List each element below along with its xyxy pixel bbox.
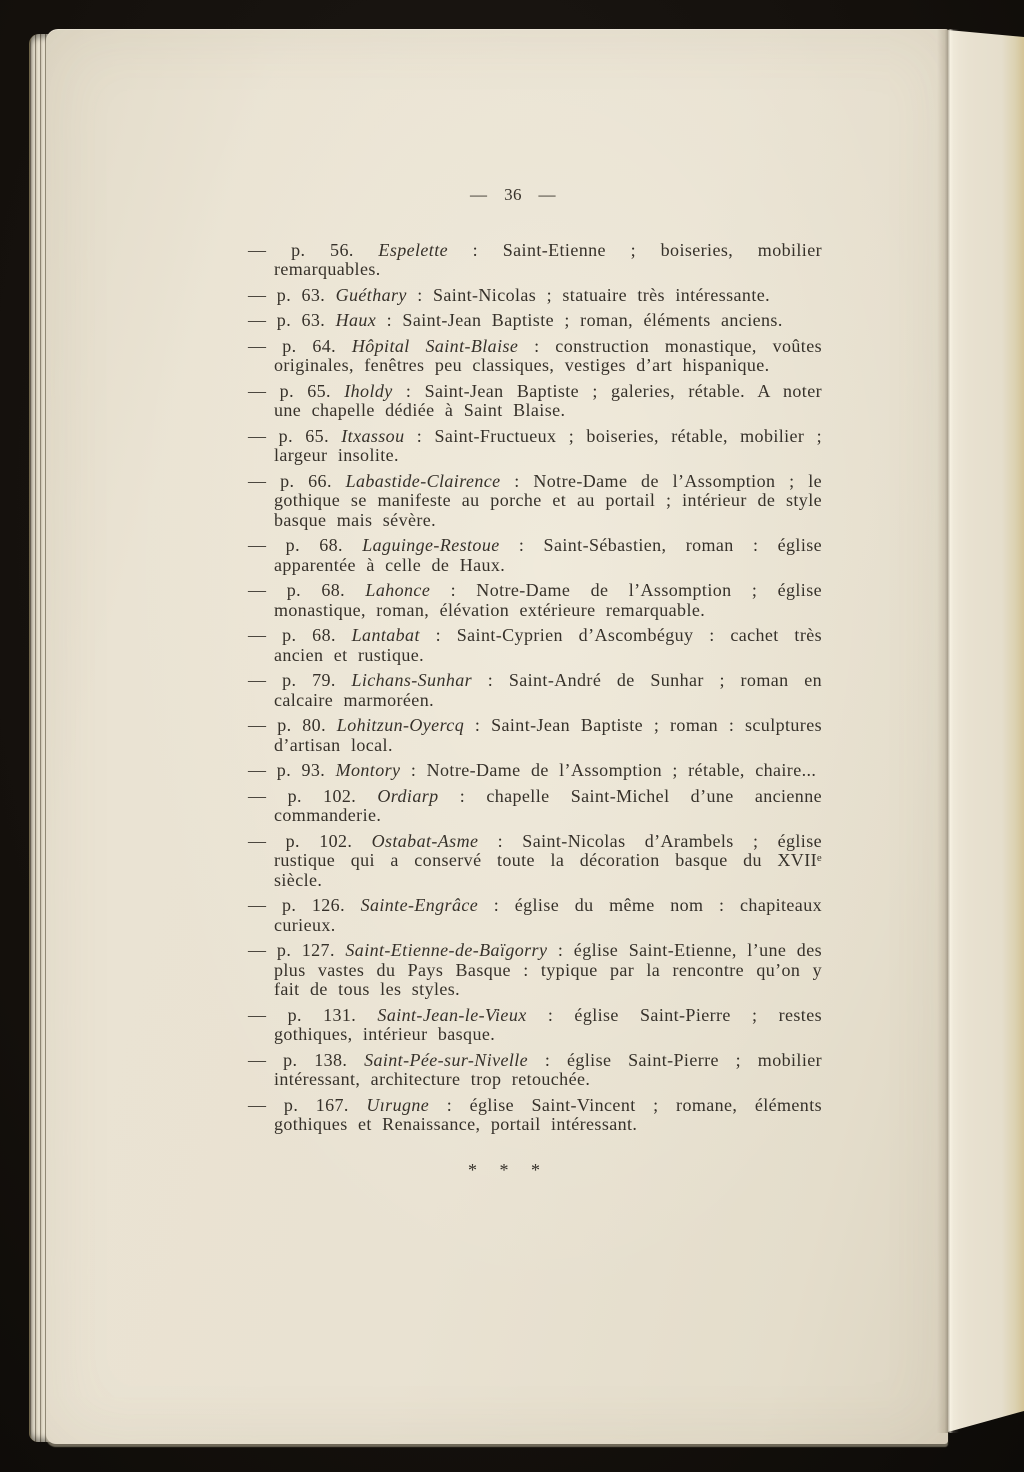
entry-description: : Saint-Fructueux ; boiseries, rétable, mobilier ; largeur insolite. bbox=[274, 425, 823, 465]
entry-description: : église du même nom : chapiteaux curieux. bbox=[274, 895, 822, 935]
entry-ref: — p. 68. bbox=[248, 535, 343, 555]
entry-ref: — p. 68. bbox=[248, 580, 346, 600]
entry-ref: — p. 68. bbox=[248, 625, 336, 645]
entry-place-name: Lohitzun-Oyercq bbox=[336, 715, 465, 735]
list-item bbox=[248, 286, 822, 306]
entry-ref: — p. 64. bbox=[248, 335, 337, 356]
list-item bbox=[248, 536, 822, 575]
list-item bbox=[248, 1006, 822, 1045]
entry-place-name: Itxassou bbox=[341, 425, 405, 446]
entry-description: : Saint-Cyprien d’Ascombéguy : cachet très ancien et rustique. bbox=[274, 625, 823, 665]
list-item bbox=[248, 472, 822, 531]
section-divider-stars: * * * bbox=[468, 1159, 542, 1180]
entry-ref: — p. 126. bbox=[248, 895, 345, 915]
entry-description: : Saint-Nicolas d’Arambels ; église rustique qui a conservé toute la décoration basque du XVIIᵉ siècle. bbox=[274, 830, 822, 890]
book-page bbox=[46, 29, 948, 1444]
entry-ref: — p. 63. bbox=[248, 310, 326, 330]
entry-description: : église Saint-Pierre ; mobilier intéressant, architecture trop retouchée. bbox=[274, 1049, 822, 1089]
entry-description: : église Saint-Pierre ; restes gothiques, intérieur basque. bbox=[274, 1004, 822, 1044]
entry-ref: — p. 127. bbox=[248, 940, 335, 960]
list-item bbox=[248, 671, 822, 710]
page-content bbox=[248, 185, 822, 1180]
entry-description: : Saint-Sébastien, roman : église apparentée à celle de Haux. bbox=[274, 535, 823, 575]
entry-place-name: Lahonce bbox=[365, 580, 431, 600]
entry-ref: — p. 102. bbox=[248, 785, 357, 806]
entry-place-name: Haux bbox=[335, 310, 377, 330]
entry-place-name: Iholdy bbox=[344, 380, 393, 401]
list-item bbox=[248, 1051, 822, 1090]
list-item bbox=[248, 581, 822, 620]
entry-place-name: Saint-Jean-le-Vieux bbox=[377, 1004, 527, 1025]
entry-description: : Notre-Dame de l’Assomption ; rétable, chaire... bbox=[410, 760, 817, 780]
entry-place-name: Montory bbox=[335, 760, 401, 780]
list-item bbox=[248, 1096, 822, 1135]
entry-ref: — p. 80. bbox=[248, 715, 326, 735]
entry-ref: — p. 131. bbox=[248, 1004, 357, 1025]
list-item bbox=[248, 787, 822, 826]
entry-description: : Notre-Dame de l’Assomption ; le gothique se manifeste au porche et au portail ; intérieur de style basque mais sévère. bbox=[274, 470, 823, 530]
entry-ref: — p. 65. bbox=[248, 425, 329, 446]
entry-description: : église Saint-Etienne, l’une des plus vastes du Pays Basque : typique par la rencontre qu’on y fait de tous les styles. bbox=[274, 940, 823, 999]
entry-place-name: Ordiarp bbox=[377, 785, 439, 806]
list-item bbox=[248, 896, 822, 935]
entry-place-name: Lichans-Sunhar bbox=[351, 670, 473, 690]
entry-place-name: Saint-Etienne-de-Baïgorry bbox=[345, 940, 548, 960]
entry-place-name: Uırugne bbox=[366, 1094, 430, 1115]
entry-description: : Saint-Jean Baptiste ; roman : sculptures d’artisan local. bbox=[274, 715, 822, 755]
page-number: — 36 — bbox=[470, 185, 556, 204]
list-item bbox=[248, 241, 822, 280]
entry-ref: — p. 167. bbox=[248, 1094, 349, 1115]
entry-description: : chapelle Saint-Michel d’une ancienne commanderie. bbox=[274, 785, 822, 825]
list-item bbox=[248, 427, 822, 466]
index-list bbox=[248, 241, 822, 1135]
entry-place-name: Hôpital Saint-Blaise bbox=[351, 335, 519, 356]
entry-place-name: Saint-Pée-sur-Nivelle bbox=[364, 1049, 529, 1070]
entry-ref: — p. 93. bbox=[248, 760, 326, 780]
entry-ref: — p. 66. bbox=[248, 470, 332, 491]
entry-place-name: Laguinge-Restoue bbox=[362, 535, 500, 555]
entry-place-name: Espelette bbox=[378, 239, 448, 260]
list-item bbox=[248, 941, 822, 1000]
list-item bbox=[248, 832, 822, 891]
entry-ref: — p. 102. bbox=[248, 830, 353, 851]
list-item bbox=[248, 761, 822, 781]
list-item bbox=[248, 626, 822, 665]
list-item bbox=[248, 311, 822, 331]
entry-description: : Saint-André de Sunhar ; roman en calcaire marmoréen. bbox=[274, 670, 822, 710]
facing-page-edge bbox=[948, 30, 1024, 1432]
entry-description: : Saint-Nicolas ; statuaire très intéressante. bbox=[417, 284, 771, 305]
list-item bbox=[248, 382, 822, 421]
list-item bbox=[248, 716, 822, 755]
entry-ref: — p. 65. bbox=[248, 380, 331, 401]
entry-description: : Saint-Etienne ; boiseries, mobilier remarquables. bbox=[274, 239, 822, 279]
entry-description: : église Saint-Vincent ; romane, éléments gothiques et Renaissance, portail intéressant. bbox=[274, 1094, 823, 1134]
entry-ref: — p. 63. bbox=[248, 284, 326, 305]
entry-description: : construction monastique, voûtes originales, fenêtres peu classiques, vestiges d’art hispanique. bbox=[274, 335, 822, 375]
entry-place-name: Lantabat bbox=[351, 625, 420, 645]
entry-description: : Notre-Dame de l’Assomption ; église monastique, roman, élévation extérieure remarquable. bbox=[274, 580, 822, 620]
entry-place-name: Ostabat-Asme bbox=[371, 830, 479, 851]
list-item bbox=[248, 337, 822, 376]
entry-place-name: Guéthary bbox=[335, 284, 407, 305]
entry-ref: — p. 138. bbox=[248, 1049, 348, 1070]
entry-place-name: Labastide-Clairence bbox=[345, 470, 501, 491]
entry-place-name: Sainte-Engrâce bbox=[360, 895, 479, 915]
entry-ref: — p. 56. bbox=[248, 239, 354, 260]
entry-description: : Saint-Jean Baptiste ; roman, éléments anciens. bbox=[386, 310, 783, 330]
entry-description: : Saint-Jean Baptiste ; galeries, rétable. A noter une chapelle dédiée à Saint Blaise. bbox=[274, 380, 822, 420]
entry-ref: — p. 79. bbox=[248, 670, 336, 690]
